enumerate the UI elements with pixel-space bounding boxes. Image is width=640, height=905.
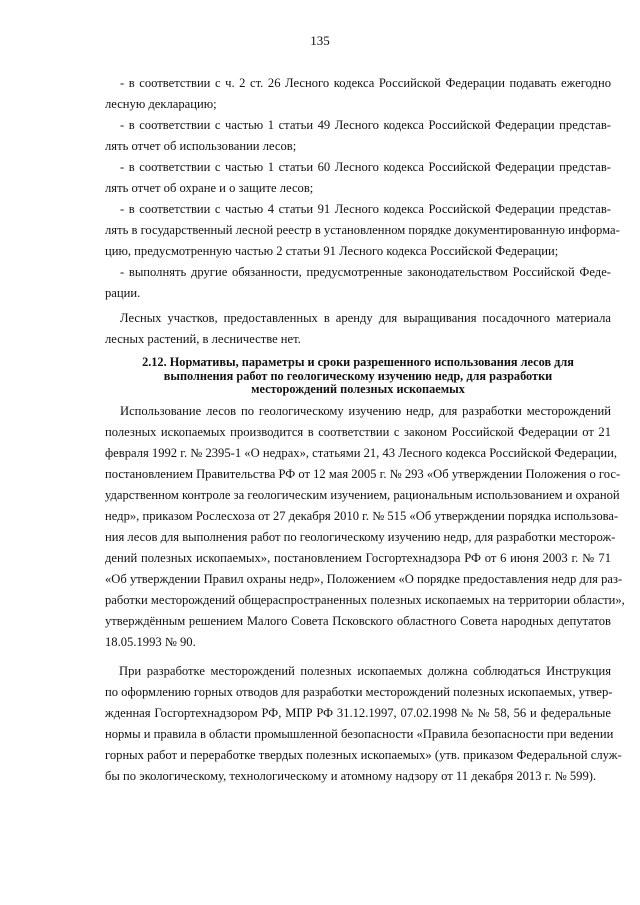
obligation-item [105, 199, 620, 262]
text-line: - выполнять другие обязанности, предусмотренные законодательством Российской Феде- [120, 265, 611, 279]
text-line: Лесных участков, предоставленных в аренду для выращивания посадочного материала [120, 311, 611, 325]
text-line: бы по экологическому, технологическому и атомному надзору от 11 декабря 2013 г. № 599). [105, 768, 597, 783]
text-line: лять в государственный лесной реестр в установленном порядке документированную информа- [105, 223, 620, 237]
text-line: февраля 1992 г. № 2395-1 «О недрах», статьями 21, 43 Лесного кодекса Российской Федерации, [105, 445, 618, 460]
text-line: нормы и правила в области промышленной безопасности «Правила безопасности при ведении [105, 726, 614, 741]
heading-line: месторождений полезных ископаемых [251, 382, 465, 396]
text-line: горных работ и переработке твердых полезных ископаемых» (утв. приказом Федеральной служ- [105, 747, 622, 762]
heading-line: 2.12. Нормативы, параметры и сроки разрешенного использования лесов для [142, 355, 574, 369]
text-line: - в соответствии с ч. 2 ст. 26 Лесного кодекса Российской Федерации подавать ежегодно [120, 76, 611, 90]
text-line: утверждённым решением Малого Совета Псковского областного Совета народных депутатов [105, 613, 611, 628]
text-line: недр», приказом Рослесхоза от 27 декабря 2010 г. № 515 «Об утверждении порядка использова- [105, 508, 619, 523]
paragraph-legal-basis [105, 401, 625, 653]
text-line: При разработке месторождений полезных ископаемых должна соблюдаться Инструкция [119, 663, 611, 678]
heading-line: выполнения работ по геологическому изучению недр, для разработки [163, 368, 553, 383]
text-line: постановлением Правительства РФ от 12 мая 2005 г. № 293 «Об утверждении Положения о гос- [105, 466, 621, 481]
page-number: 135 [310, 33, 330, 48]
obligation-item [105, 262, 611, 304]
text-line: полезных ископаемых производится в соответствии с законом Российской Федерации от 21 [105, 424, 611, 439]
text-line: 18.05.1993 № 90. [105, 634, 196, 649]
text-line: лесных растений, в лесничестве нет. [105, 332, 301, 346]
text-line: жденная Госгортехнадзором РФ, МПР РФ 31.12.1997, 07.02.1998 № № 58, 56 и федеральные [105, 705, 611, 720]
text-line: дений полезных ископаемых», постановлением Госгортехнадзора РФ от 6 июня 2003 г. № 71 [105, 550, 611, 565]
text-line: по оформлению горных отводов для разработки месторождений полезных ископаемых, утвер- [105, 684, 613, 699]
text-line: лесную декларацию; [105, 97, 217, 111]
text-line: лять отчет об использовании лесов; [105, 139, 297, 153]
text-line: - в соответствии с частью 1 статьи 49 Лесного кодекса Российской Федерации представ- [120, 118, 611, 132]
text-line: ударственном контроле за геологическим изучением, рациональным использованием и охраной [105, 487, 620, 502]
text-line: - в соответствии с частью 4 статьи 91 Лесного кодекса Российской Федерации представ- [120, 202, 611, 216]
no-plots-paragraph [105, 308, 611, 350]
text-line: - в соответствии с частью 1 статьи 60 Лесного кодекса Российской Федерации представ- [120, 160, 611, 174]
obligation-item [105, 157, 611, 199]
text-line: цию, предусмотренную частью 2 статьи 91 Лесного кодекса Российской Федерации; [105, 244, 559, 258]
obligation-item [105, 73, 611, 115]
text-line: лять отчет об охране и о защите лесов; [105, 181, 314, 195]
obligation-item [105, 115, 611, 157]
text-line: рации. [105, 286, 141, 300]
text-line: работки месторождений общераспространенных полезных ископаемых на территории области», [105, 592, 625, 607]
text-line: «Об утверждении Правил охраны недр», Положением «О порядке предоставления недр для раз- [105, 571, 623, 586]
section-heading [105, 356, 611, 397]
paragraph-instruction [105, 661, 622, 787]
text-line: Использование лесов по геологическому изучению недр, для разработки месторождений [120, 403, 611, 418]
page-body [105, 73, 625, 787]
text-line: ния лесов для выполнения работ по геологическому изучению недр, для разработки месторож- [105, 529, 616, 544]
